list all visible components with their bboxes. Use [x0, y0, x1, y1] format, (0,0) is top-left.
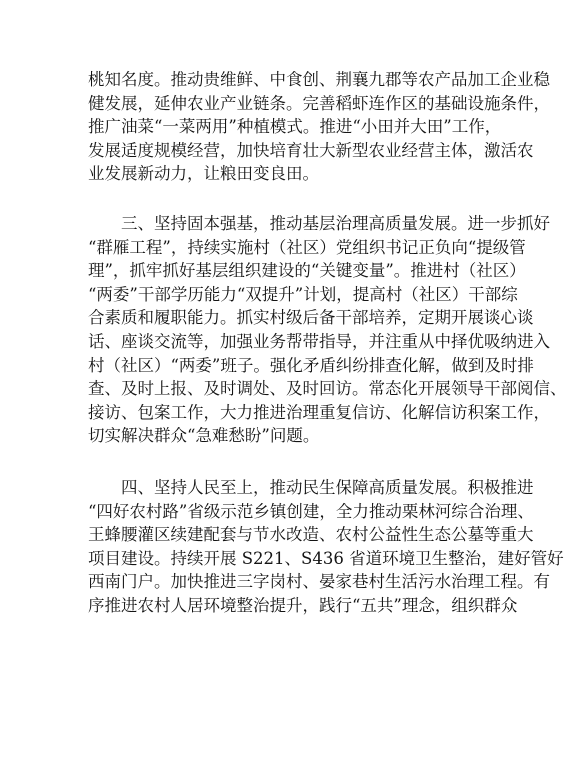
text-line: “群雁工程”，持续实施村（社区）党组织书记正负向“提级管	[88, 237, 526, 257]
text-line: 序推进农村人居环境整治提升，践行“五共”理念，组织群众	[88, 595, 518, 615]
paragraph-first-line: 三、坚持固本强基，推动基层治理高质量发展。进一步抓好	[121, 214, 550, 233]
text-line: 接访、包案工作，大力推进治理重复信访、化解信访积案工作，	[88, 402, 550, 422]
text-line: 桃知名度。推动贵维鲜、中食创、荆襄九郡等农产品加工企业稳	[88, 70, 550, 89]
text-line: 推广油菜“一菜两用”种植模式。推进“小田并大田”工作，	[88, 117, 502, 137]
paragraph-livelihood-security	[88, 476, 564, 618]
text-line: 健发展，延伸农业产业链条。完善稻虾连作区的基础设施条件，	[88, 93, 550, 113]
text-line: 发展适度规模经营，加快培育壮大新型农业经营主体，激活农	[88, 140, 534, 160]
paragraph-agriculture-continued	[88, 68, 550, 186]
text-line: 切实解决群众“急难愁盼”问题。	[88, 426, 320, 446]
text-line: 理”，抓牢抓好基层组织建设的“关键变量”。推进村（社区）	[88, 261, 526, 281]
text-line: 查、及时上报、及时调处、及时回访。常态化开展领导干部阅信、	[88, 379, 567, 399]
text-line: 合素质和履职能力。抓实村级后备干部培养，定期开展谈心谈	[88, 308, 534, 328]
text-line: 王蜂腰灌区续建配套与节水改造、农村公益性生态公墓等重大	[88, 525, 534, 545]
paragraph-first-line: 四、坚持人民至上，推动民生保障高质量发展。积极推进	[121, 478, 534, 497]
text-line: 项目建设。持续开展 S221、S436 省道环境卫生整治，建好管好	[88, 548, 564, 568]
text-line: “四好农村路”省级示范乡镇创建，全力推动栗林河综合治理、	[88, 501, 534, 521]
text-line: 村（社区）“两委”班子。强化矛盾纠纷排查化解，做到及时排	[88, 355, 534, 375]
text-line: “两委”干部学历能力“双提升”计划，提高村（社区）干部综	[88, 284, 518, 304]
text-line: 西南门户。加快推进三字岗村、晏家巷村生活污水治理工程。有	[88, 572, 550, 592]
text-line: 话、座谈交流等，加强业务帮带指导，并注重从中择优吸纳进入	[88, 331, 550, 351]
text-line: 业发展新动力，让粮田变良田。	[88, 164, 319, 184]
paragraph-grassroots-governance	[88, 212, 567, 448]
